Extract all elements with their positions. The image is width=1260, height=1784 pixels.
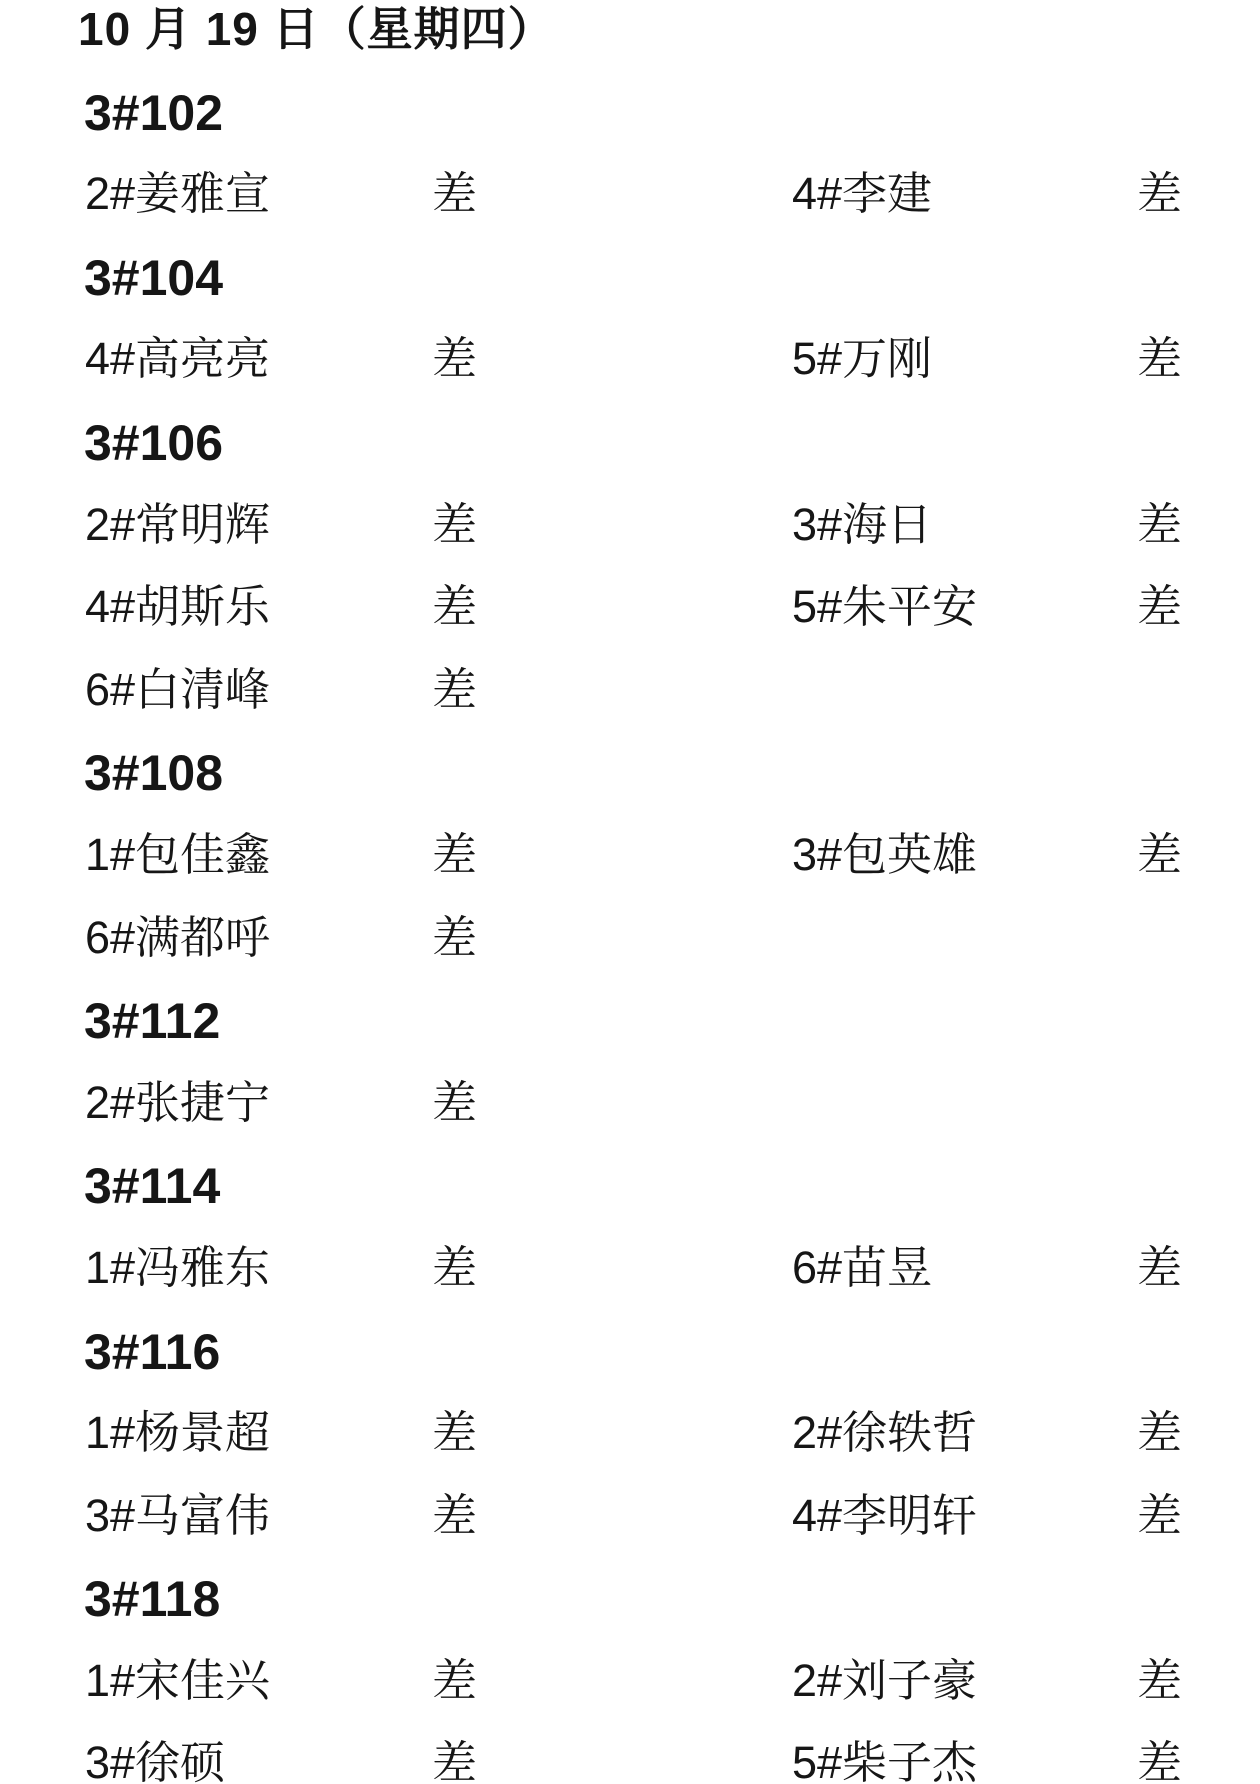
student-name: 2#徐轶哲 [792, 1407, 978, 1459]
entry-row [0, 498, 1260, 584]
entry-row [0, 170, 1260, 253]
student-name: 4#高亮亮 [85, 333, 271, 385]
room-number-header: 3#118 [84, 1571, 221, 1628]
room-number-header: 3#104 [84, 249, 224, 306]
student-name: 1#杨景超 [85, 1407, 271, 1459]
entry-row [0, 335, 1260, 418]
entry-row [0, 1489, 1260, 1575]
room-header-line [0, 745, 1260, 831]
rating-mark: 差 [432, 168, 478, 220]
student-name: 6#白清峰 [85, 663, 271, 715]
student-name: 2#姜雅宣 [85, 168, 271, 220]
rating-mark: 差 [1137, 333, 1183, 385]
rating-mark: 差 [432, 1737, 478, 1784]
rating-mark: 差 [432, 828, 478, 880]
student-name: 1#宋佳兴 [85, 1654, 271, 1706]
student-name: 3#包英雄 [792, 828, 978, 880]
room-header-line [0, 414, 1260, 501]
room-number-header: 3#116 [84, 1323, 221, 1380]
student-name: 6#苗昱 [792, 1241, 933, 1293]
student-name: 2#常明辉 [85, 498, 271, 550]
student-name: 4#胡斯乐 [85, 581, 271, 633]
rating-mark: 差 [1137, 1737, 1183, 1784]
room-header-line [0, 993, 1260, 1079]
date-title: 10 月 19 日（星期四） [78, 3, 555, 55]
student-name: 3#马富伟 [85, 1489, 271, 1541]
rating-mark: 差 [1137, 498, 1183, 550]
student-name: 1#冯雅东 [85, 1241, 271, 1293]
rating-mark: 差 [1137, 1654, 1183, 1706]
student-name: 6#满都呼 [85, 911, 271, 963]
entry-row [0, 911, 1260, 997]
student-name: 3#徐硕 [85, 1737, 226, 1784]
entry-row [0, 583, 1260, 666]
room-header-line [0, 84, 1260, 171]
room-number-header: 3#112 [84, 993, 221, 1050]
student-name: 5#朱平安 [792, 581, 978, 633]
room-number-header: 3#106 [84, 414, 224, 471]
rating-mark: 差 [1137, 168, 1183, 220]
rating-mark: 差 [432, 1654, 478, 1706]
rating-mark: 差 [1137, 1489, 1183, 1541]
room-header-line [0, 1323, 1260, 1410]
report-body [0, 84, 1260, 1784]
rating-mark: 差 [432, 1489, 478, 1541]
student-name: 2#张捷宁 [85, 1076, 271, 1128]
rating-mark: 差 [432, 1241, 478, 1293]
rating-mark: 差 [432, 498, 478, 550]
rating-mark: 差 [432, 663, 478, 715]
rating-mark: 差 [1137, 581, 1183, 633]
student-name: 2#刘子豪 [792, 1654, 978, 1706]
entry-row [0, 1241, 1260, 1327]
rating-mark: 差 [432, 1076, 478, 1128]
student-name: 5#万刚 [792, 333, 933, 385]
room-header-line [0, 1158, 1260, 1244]
room-number-header: 3#114 [84, 1158, 221, 1215]
rating-mark: 差 [432, 1407, 478, 1459]
rating-mark: 差 [1137, 828, 1183, 880]
room-header-line [0, 249, 1260, 336]
room-number-header: 3#108 [84, 745, 224, 802]
rating-mark: 差 [432, 333, 478, 385]
entry-row [0, 828, 1260, 914]
rating-mark: 差 [432, 911, 478, 963]
rating-mark: 差 [432, 581, 478, 633]
room-number-header: 3#102 [84, 84, 224, 141]
student-name: 3#海日 [792, 498, 933, 550]
room-header-line [0, 1571, 1260, 1657]
entry-row [0, 1409, 1260, 1492]
student-name: 4#李建 [792, 168, 933, 220]
rating-mark: 差 [1137, 1407, 1183, 1459]
entry-row [0, 663, 1260, 749]
entry-row [0, 1076, 1260, 1162]
rating-mark: 差 [1137, 1241, 1183, 1293]
title-line [0, 5, 1260, 88]
entry-row [0, 1739, 1260, 1784]
student-name: 1#包佳鑫 [85, 828, 271, 880]
student-name: 5#柴子杰 [792, 1737, 978, 1784]
student-name: 4#李明轩 [792, 1489, 978, 1541]
entry-row [0, 1654, 1260, 1740]
